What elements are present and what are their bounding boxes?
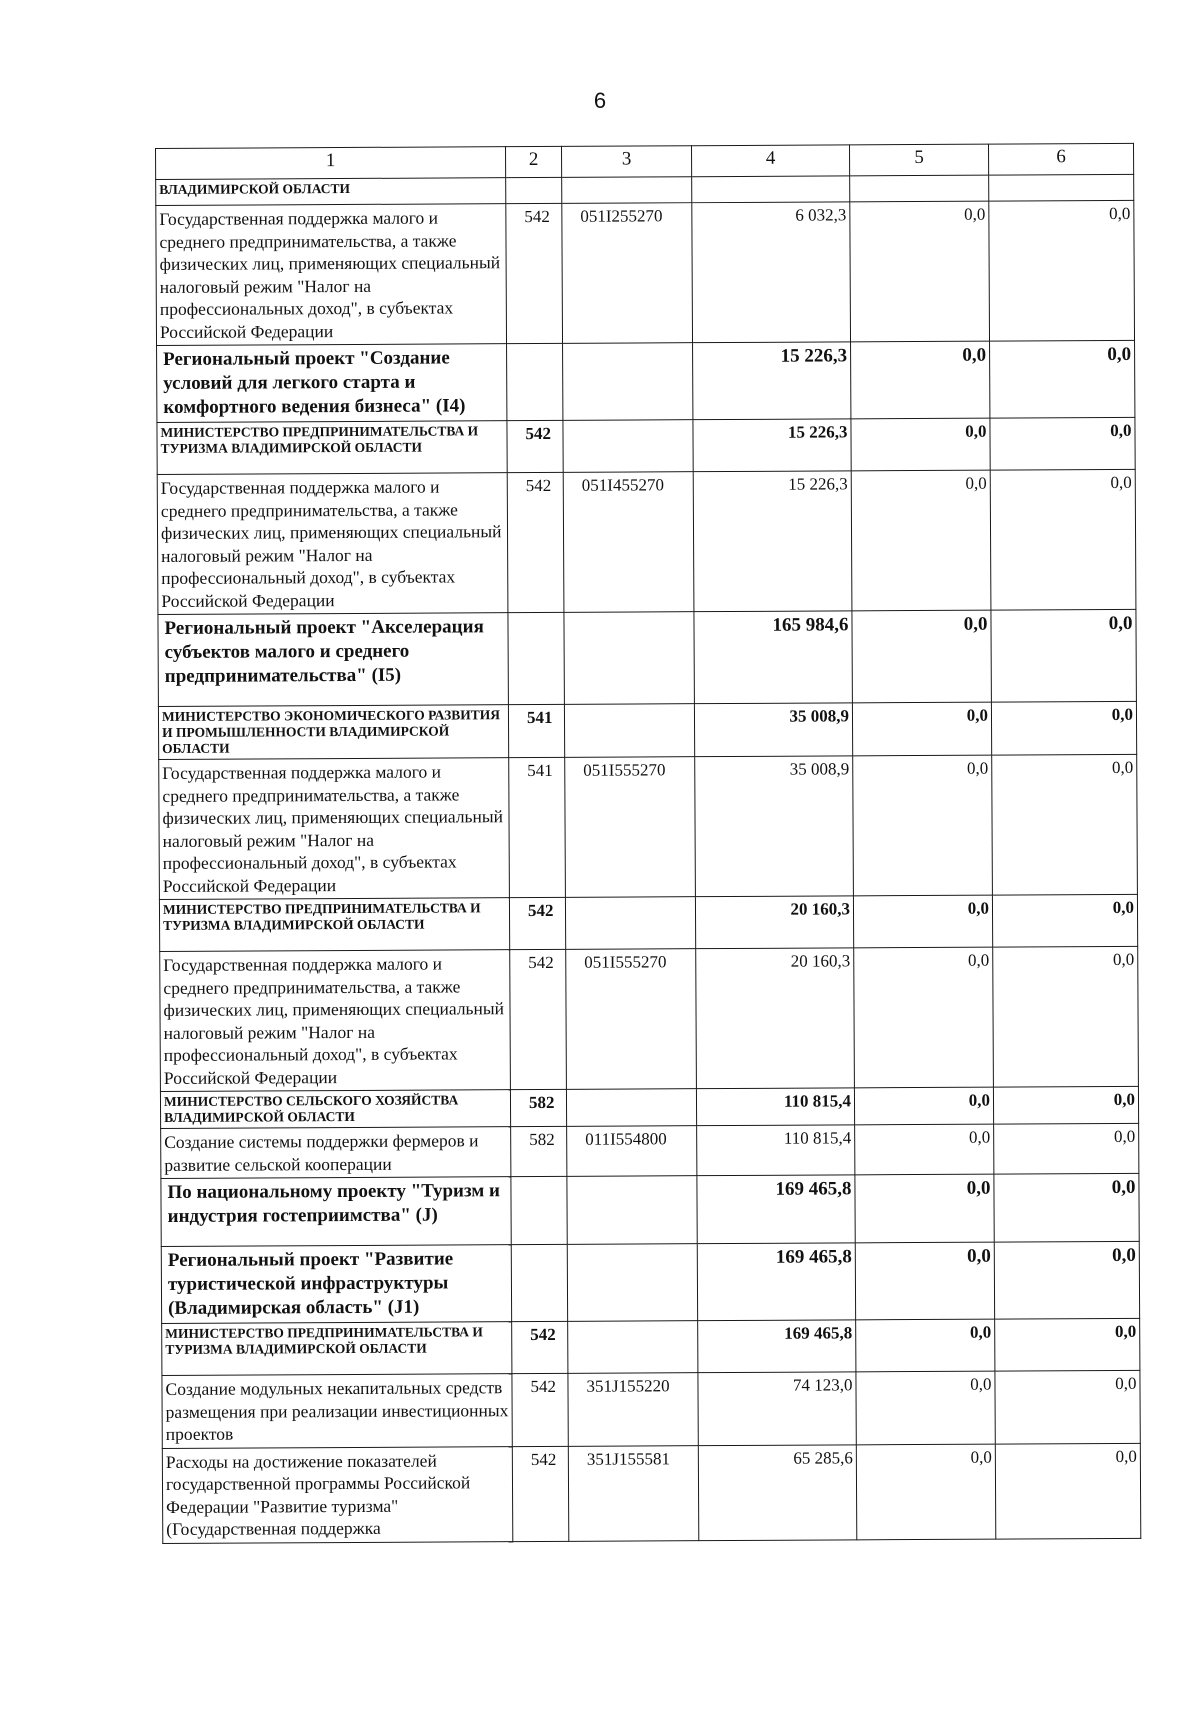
row-value-col4: 6 032,3	[692, 202, 851, 343]
row-value-col4: 15 226,3	[693, 419, 851, 472]
row-value-col5: 0,0	[856, 1444, 995, 1540]
row-value-col5: 0,0	[854, 947, 994, 1088]
row-value-col6: 0,0	[994, 1123, 1139, 1174]
row-value-col4: 20 160,3	[696, 948, 855, 1089]
row-target-code	[563, 420, 693, 473]
project-row	[157, 340, 1135, 422]
row-ministry-code: 542	[512, 1373, 568, 1446]
row-value-col5: 0,0	[851, 470, 991, 611]
row-ministry-code	[511, 1176, 567, 1244]
row-value-col5: 0,0	[856, 1371, 995, 1444]
row-value-col6: 0,0	[991, 609, 1136, 702]
row-value-col5: 0,0	[850, 201, 990, 342]
row-name: Государственная поддержка малого и среднего предпринимательства, а также физических лиц, применяющих специальный налоговый режим "Налог на профессиональный доход", в субъектах Российской Федерации	[160, 950, 511, 1092]
row-ministry-code: 542	[512, 1446, 568, 1541]
ministry-row	[157, 417, 1135, 474]
row-name: Создание системы поддержки фермеров и развитие сельской кооперации	[161, 1127, 511, 1179]
row-ministry-code: 542	[507, 472, 564, 612]
row-value-col6: 0,0	[990, 340, 1135, 418]
row-target-code: 351J155220	[568, 1373, 698, 1446]
item-row	[162, 1443, 1140, 1543]
row-value-col4	[692, 176, 850, 203]
row-name: ВЛАДИМИРСКОЙ ОБЛАСТИ	[156, 178, 506, 206]
row-value-col5	[850, 175, 989, 202]
row-target-code	[567, 1244, 697, 1322]
row-value-col5: 0,0	[854, 1087, 993, 1125]
row-name: Региональный проект "Акселерация субъектов малого и среднего предпринимательства" (I5)	[158, 613, 508, 707]
row-name: МИНИСТЕРСТВО ПРЕДПРИНИМАТЕЛЬСТВА И ТУРИЗМА ВЛАДИМИРСКОЙ ОБЛАСТИ	[162, 1322, 512, 1376]
row-target-code	[565, 897, 695, 950]
row-ministry-code	[511, 1244, 567, 1321]
item-row	[161, 1123, 1139, 1178]
row-value-col5: 0,0	[851, 341, 990, 419]
row-value-col4: 165 984,6	[694, 611, 852, 704]
row-value-col4: 169 465,8	[697, 1243, 855, 1321]
row-name: Государственная поддержка малого и среднего предпринимательства, а также физических лиц, применяющих специальный налоговый режим "Налог на профессиональный доход", в субъектах Российской Федерации	[157, 473, 508, 615]
item-row	[157, 469, 1136, 614]
page-number: 6	[593, 88, 607, 113]
row-name: Создание модульных некапитальных средств размещения при реализации инвестиционных проектов	[162, 1374, 512, 1448]
row-ministry-code: 542	[510, 949, 567, 1089]
row-ministry-code	[507, 343, 563, 420]
project-row	[161, 1241, 1139, 1323]
column-number-row	[156, 143, 1134, 179]
row-value-col6: 0,0	[992, 894, 1137, 947]
row-value-col6: 0,0	[990, 469, 1136, 610]
row-ministry-code: 542	[507, 420, 563, 472]
item-row	[162, 1370, 1140, 1448]
row-value-col4: 110 815,4	[697, 1125, 855, 1176]
row-value-col6: 0,0	[990, 417, 1135, 470]
row-target-code	[563, 343, 693, 421]
row-target-code	[567, 1176, 697, 1245]
row-ministry-code: 582	[511, 1126, 567, 1176]
row-name: Государственная поддержка малого и среднего предпринимательства, а также физических лиц, применяющих специальный налоговый режим "Налог на профессиональных доход", в субъектах Российской Федерации	[156, 204, 507, 346]
row-target-code: 051I455270	[563, 472, 694, 613]
row-value-col6: 0,0	[993, 1086, 1138, 1124]
row-value-col6: 0,0	[989, 200, 1135, 341]
column-header-3: 3	[561, 146, 691, 178]
column-header-4: 4	[691, 145, 849, 177]
row-value-col4: 169 465,8	[698, 1320, 856, 1373]
row-target-code	[568, 1321, 698, 1374]
row-name: МИНИСТЕРСТВО СЕЛЬСКОГО ХОЗЯЙСТВА ВЛАДИМИРСКОЙ ОБЛАСТИ	[160, 1090, 510, 1129]
row-ministry-code: 542	[506, 203, 563, 343]
row-value-col5: 0,0	[852, 610, 991, 703]
row-value-col4: 20 160,3	[695, 896, 853, 949]
row-target-code: 051I555270	[565, 757, 696, 898]
row-target-code: 351J155581	[568, 1445, 698, 1541]
row-value-col5: 0,0	[853, 895, 992, 948]
row-target-code	[564, 704, 694, 758]
row-name: Региональный проект "Развитие туристической инфраструктуры (Владимирская область" (J1)	[161, 1245, 511, 1324]
row-ministry-code: 542	[512, 1321, 568, 1373]
row-value-col5: 0,0	[852, 702, 991, 756]
row-ministry-code	[506, 177, 562, 203]
column-header-6: 6	[988, 143, 1133, 175]
row-name: МИНИСТЕРСТВО ПРЕДПРИНИМАТЕЛЬСТВА И ТУРИЗМА ВЛАДИМИРСКОЙ ОБЛАСТИ	[159, 898, 509, 952]
column-header-2: 2	[505, 146, 561, 177]
row-target-code	[564, 612, 694, 705]
row-name: Региональный проект "Создание условий для легкого старта и комфортного ведения бизнеса" (I4)	[157, 344, 507, 423]
item-row	[160, 946, 1139, 1091]
row-value-col6: 0,0	[994, 1241, 1139, 1319]
row-name: По национальному проекту "Туризм и индустрия гостеприимства" (J)	[161, 1177, 511, 1247]
ministry-row	[159, 894, 1137, 951]
ministry-row	[162, 1318, 1140, 1375]
row-ministry-code: 541	[508, 704, 564, 757]
item-row	[159, 754, 1138, 899]
row-name: Государственная поддержка малого и среднего предпринимательства, а также физических лиц, применяющих специальный налоговый режим "Налог на профессиональный доход", в субъектах Российской Федерации	[159, 758, 510, 900]
row-value-col6: 0,0	[995, 1443, 1140, 1539]
row-value-col4: 110 815,4	[696, 1088, 854, 1126]
row-value-col4: 15 226,3	[693, 342, 851, 420]
row-value-col4: 74 123,0	[698, 1372, 856, 1445]
row-name: МИНИСТЕРСТВО ПРЕДПРИНИМАТЕЛЬСТВА И ТУРИЗМА ВЛАДИМИРСКОЙ ОБЛАСТИ	[157, 421, 507, 475]
row-value-col6	[989, 174, 1134, 201]
budget-table	[155, 143, 1141, 1544]
row-value-col5: 0,0	[855, 1124, 994, 1175]
row-value-col4: 35 008,9	[694, 703, 852, 757]
row-value-col5: 0,0	[855, 1242, 994, 1320]
row-value-col6: 0,0	[992, 754, 1138, 895]
row-value-col4: 35 008,9	[695, 756, 854, 897]
item-row	[156, 200, 1135, 345]
row-value-col5: 0,0	[856, 1319, 995, 1372]
row-target-code: 051I555270	[566, 949, 697, 1090]
row-value-col5: 0,0	[853, 755, 993, 896]
row-value-col6: 0,0	[995, 1370, 1140, 1443]
row-value-col6: 0,0	[995, 1318, 1140, 1371]
row-target-code	[566, 1089, 696, 1127]
row-value-col5: 0,0	[851, 418, 990, 471]
row-value-col4: 15 226,3	[693, 471, 852, 612]
row-target-code: 011I554800	[567, 1126, 697, 1177]
row-ministry-code	[508, 612, 564, 704]
row-value-col6: 0,0	[994, 1173, 1139, 1242]
row-value-col5: 0,0	[855, 1174, 994, 1243]
row-ministry-code: 541	[509, 757, 566, 897]
budget-table-body	[156, 143, 1141, 1543]
row-target-code	[562, 177, 692, 204]
ministry-row	[158, 701, 1136, 759]
project-row	[161, 1173, 1139, 1246]
row-value-col4: 65 285,6	[698, 1444, 856, 1540]
row-value-col6: 0,0	[993, 946, 1139, 1087]
column-header-5: 5	[849, 144, 988, 176]
row-value-col4: 169 465,8	[697, 1175, 855, 1244]
column-header-1: 1	[156, 147, 506, 180]
row-ministry-code: 582	[510, 1089, 566, 1126]
project-row	[158, 609, 1136, 706]
row-ministry-code: 542	[509, 897, 565, 949]
row-name: Расходы на достижение показателей государственной программы Российской Федерации "Развитие туризма" (Государственная поддержка	[162, 1446, 512, 1543]
row-name: МИНИСТЕРСТВО ЭКОНОМИЧЕСКОГО РАЗВИТИЯ И ПРОМЫШЛЕННОСТИ ВЛАДИМИРСКОЙ ОБЛАСТИ	[158, 705, 508, 760]
row-target-code: 051I255270	[562, 203, 693, 344]
ministry-row	[160, 1086, 1138, 1128]
row-value-col6: 0,0	[991, 701, 1136, 755]
